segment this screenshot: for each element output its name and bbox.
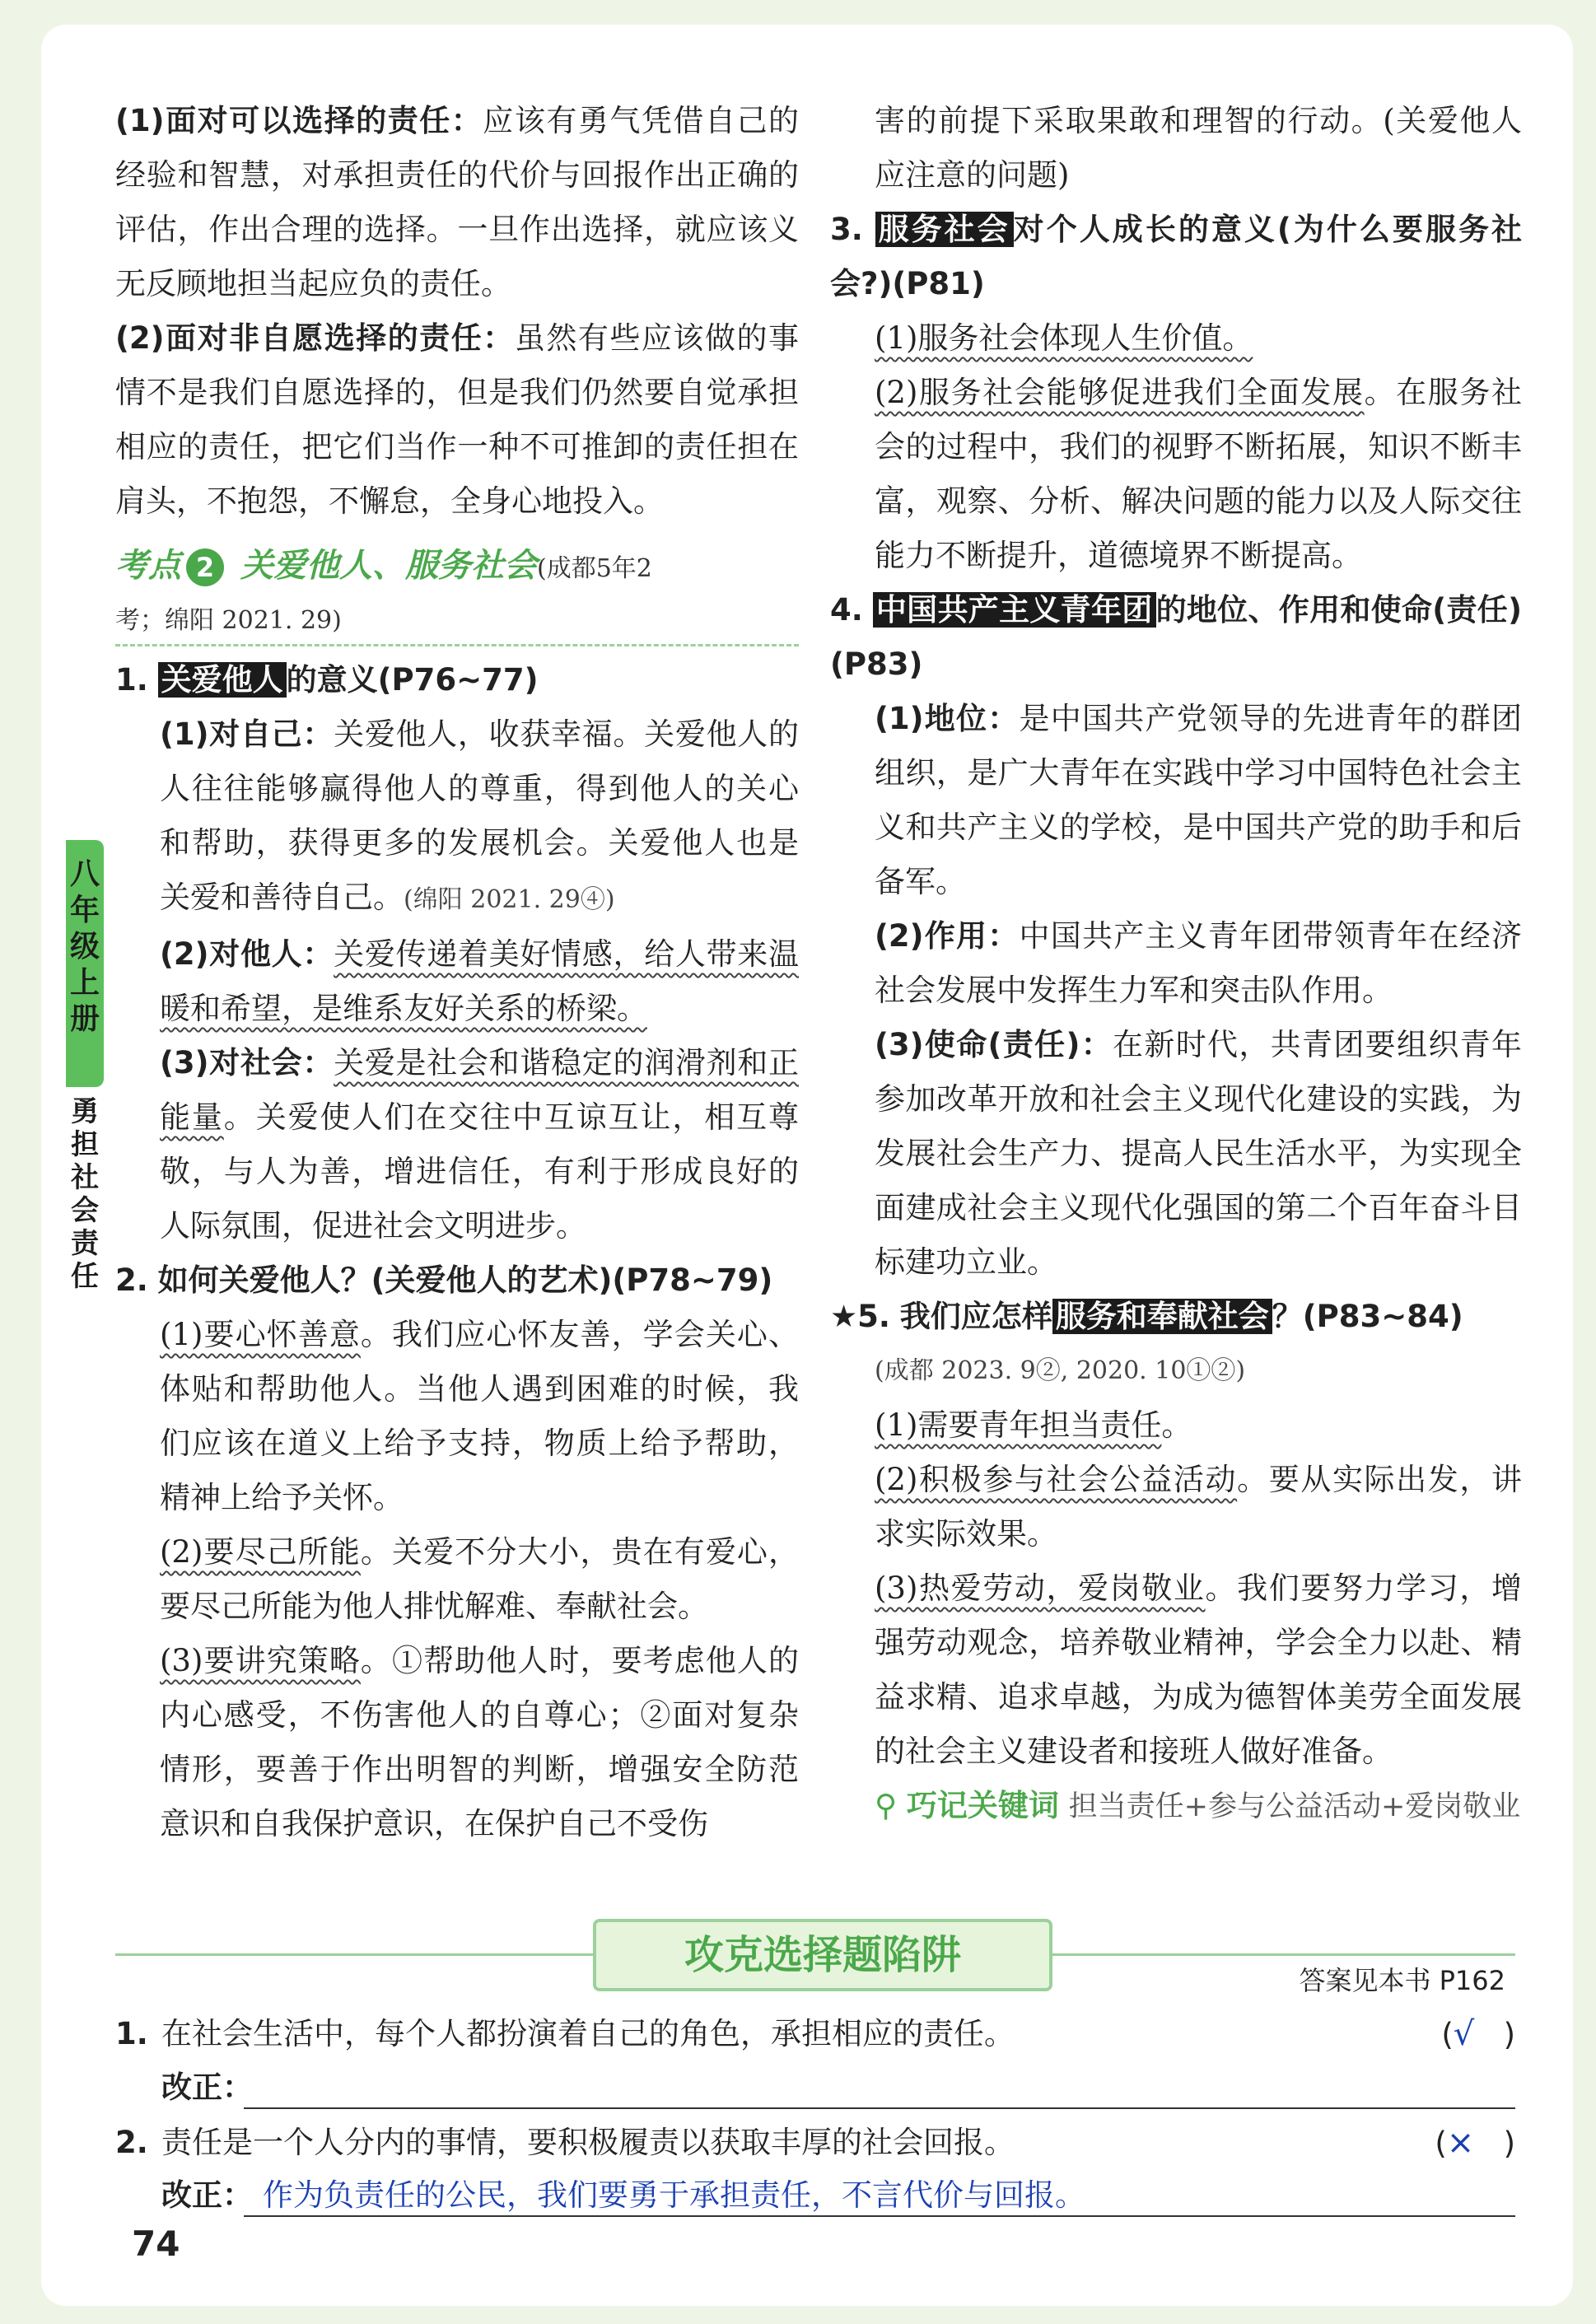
grade-label: 八年级上册 bbox=[69, 857, 100, 1036]
kaodian-source: 考；绵阳 2021. 29) bbox=[115, 598, 799, 646]
correction-line[interactable]: 改正： 作为负责任的公民，我们要勇于承担责任，不言代价与回报。 bbox=[161, 2171, 1515, 2220]
paragraph: (1)面对可以选择的责任：应该有勇气凭借自己的经验和智慧，对承担责任的代价与回报作出正确的评估，作出合理的选择。一旦作出选择，就应该义无反顾地担当起应负的责任。 bbox=[115, 103, 799, 301]
right-column bbox=[830, 94, 1522, 1834]
paragraph: (2)服务社会能够促进我们全面发展。在服务社会的过程中，我们的视野不断拓展，知识不断丰富，观察、分析、解决问题的能力以及人际交往能力不断提升，道德境界不断提高。 bbox=[875, 375, 1522, 573]
paragraph: (1)要心怀善意。我们应心怀友善，学会关心、体贴和帮助他人。当他人遇到困难的时候，我们应该在道义上给予支持，物质上给予帮助，精神上给予关怀。 bbox=[160, 1317, 800, 1515]
paragraph: 害的前提下采取果敢和理智的行动。(关爱他人应注意的问题) bbox=[875, 103, 1522, 193]
kaodian-heading: 考点 2 关爱他人、服务社会(成都5年2 bbox=[115, 547, 652, 585]
location-pin-icon: ⚲ bbox=[875, 1788, 898, 1823]
paragraph: (2)对他人：关爱传递着美好情感，给人带来温暖和希望，是维系友好关系的桥梁。 bbox=[160, 936, 799, 1026]
question-heading: ★5. 我们应怎样 服务和奉献社会 ？(P83~84) bbox=[830, 1299, 1463, 1334]
question-heading: 2. 如何关爱他人？(关爱他人的艺术)(P78~79) bbox=[115, 1262, 773, 1298]
correction-line[interactable]: 改正： bbox=[161, 2063, 1515, 2112]
source-note: (成都 2023. 9②, 2020. 10①②) bbox=[875, 1356, 1246, 1385]
paragraph: (2)积极参与社会公益活动。要从实际出发，讲求实际效果。 bbox=[875, 1462, 1522, 1552]
paragraph: (2)要尽己所能。关爱不分大小，贵在有爱心，要尽己所能为他人排忧解难、奉献社会。 bbox=[160, 1534, 800, 1624]
memory-tip: ⚲ 巧记关键词 担当责任+参与公益活动+爱岗敬业 bbox=[875, 1788, 1521, 1823]
paragraph: (1)地位：是中国共产党领导的先进青年的群团组织，是广大青年在实践中学习中国特色社会主义和共产主义的学校，是中国共产党的助手和后备军。 bbox=[875, 701, 1522, 899]
paragraph: (2)作用：中国共产主义青年团带领青年在经济社会发展中发挥生力军和突击队作用。 bbox=[875, 918, 1522, 1008]
kaodian-title: 关爱他人、服务社会 bbox=[240, 547, 537, 585]
left-column bbox=[115, 94, 799, 1851]
answer-mark: (× ) bbox=[1435, 2124, 1515, 2162]
paragraph: (3)要讲究策略。①帮助他人时，要考虑他人的内心感受，不伤害他人的自尊心；②面对复杂情形，要善于作出明智的判断，增强安全防范意识和自我保护意识，在保护自己不受伤 bbox=[160, 1643, 800, 1841]
paragraph: (3)热爱劳动，爱岗敬业。我们要努力学习，增强劳动观念，培养敬业精神，学会全力以赴、精益求精、追求卓越，为成为德智体美劳全面发展的社会主义建设者和接班人做好准备。 bbox=[875, 1570, 1522, 1769]
quiz-question: 1. 在社会生活中，每个人都扮演着自己的角色，承担相应的责任。 (√ ) bbox=[115, 2009, 1515, 2059]
paragraph: (1)对自己：关爱他人，收获幸福。关爱他人的人往往能够赢得他人的尊重，得到他人的关心和帮助，获得更多的发展机会。关爱他人也是关爱和善待自己。(绵阳 2021. 29④) bbox=[160, 716, 799, 915]
paragraph: (2)面对非自愿选择的责任：虽然有些应该做的事情不是我们自愿选择的，但是我们仍然要自觉承担相应的责任，把它们当作一种不可推卸的责任担在肩头，不抱怨，不懈怠，全身心地投入。 bbox=[115, 320, 799, 519]
unit-label: 勇担社会责任 bbox=[71, 1095, 99, 1293]
answer-mark: (√ ) bbox=[1441, 2015, 1515, 2053]
paragraph: (1)服务社会体现人生价值。 bbox=[875, 320, 1253, 356]
question-heading: 4. 中国共产主义青年团 的地位、作用和使命(责任)(P83) bbox=[830, 592, 1522, 682]
section-banner: 攻克选择题陷阱 bbox=[593, 1919, 1052, 1991]
quiz-question: 2. 责任是一个人分内的事情，要积极履责以获取丰厚的社会回报。 (× ) bbox=[115, 2118, 1515, 2168]
paragraph: (1)需要青年担当责任。 bbox=[875, 1407, 1192, 1443]
question-heading: 3. 服务社会 对个人成长的意义(为什么要服务社会?)(P81) bbox=[830, 212, 1523, 301]
page-number: 74 bbox=[132, 2224, 180, 2264]
paragraph: (3)使命(责任)：在新时代，共青团要组织青年参加改革开放和社会主义现代化建设的实践，为发展社会生产力、提高人民生活水平，为实现全面建成社会主义现代化强国的第二个百年奋斗目标建功立业。 bbox=[875, 1027, 1522, 1280]
answer-reference: 答案见本书 P162 bbox=[1299, 1965, 1505, 1996]
paragraph: (3)对社会：关爱是社会和谐稳定的润滑剂和正能量。关爱使人们在交往中互谅互让，相互尊敬，与人为善，增进信任，有利于形成良好的人际氛围，促进社会文明进步。 bbox=[160, 1045, 800, 1244]
question-heading: 1. 关爱他人 的意义(P76~77) bbox=[115, 662, 539, 698]
kaodian-number-badge: 2 bbox=[186, 548, 224, 586]
